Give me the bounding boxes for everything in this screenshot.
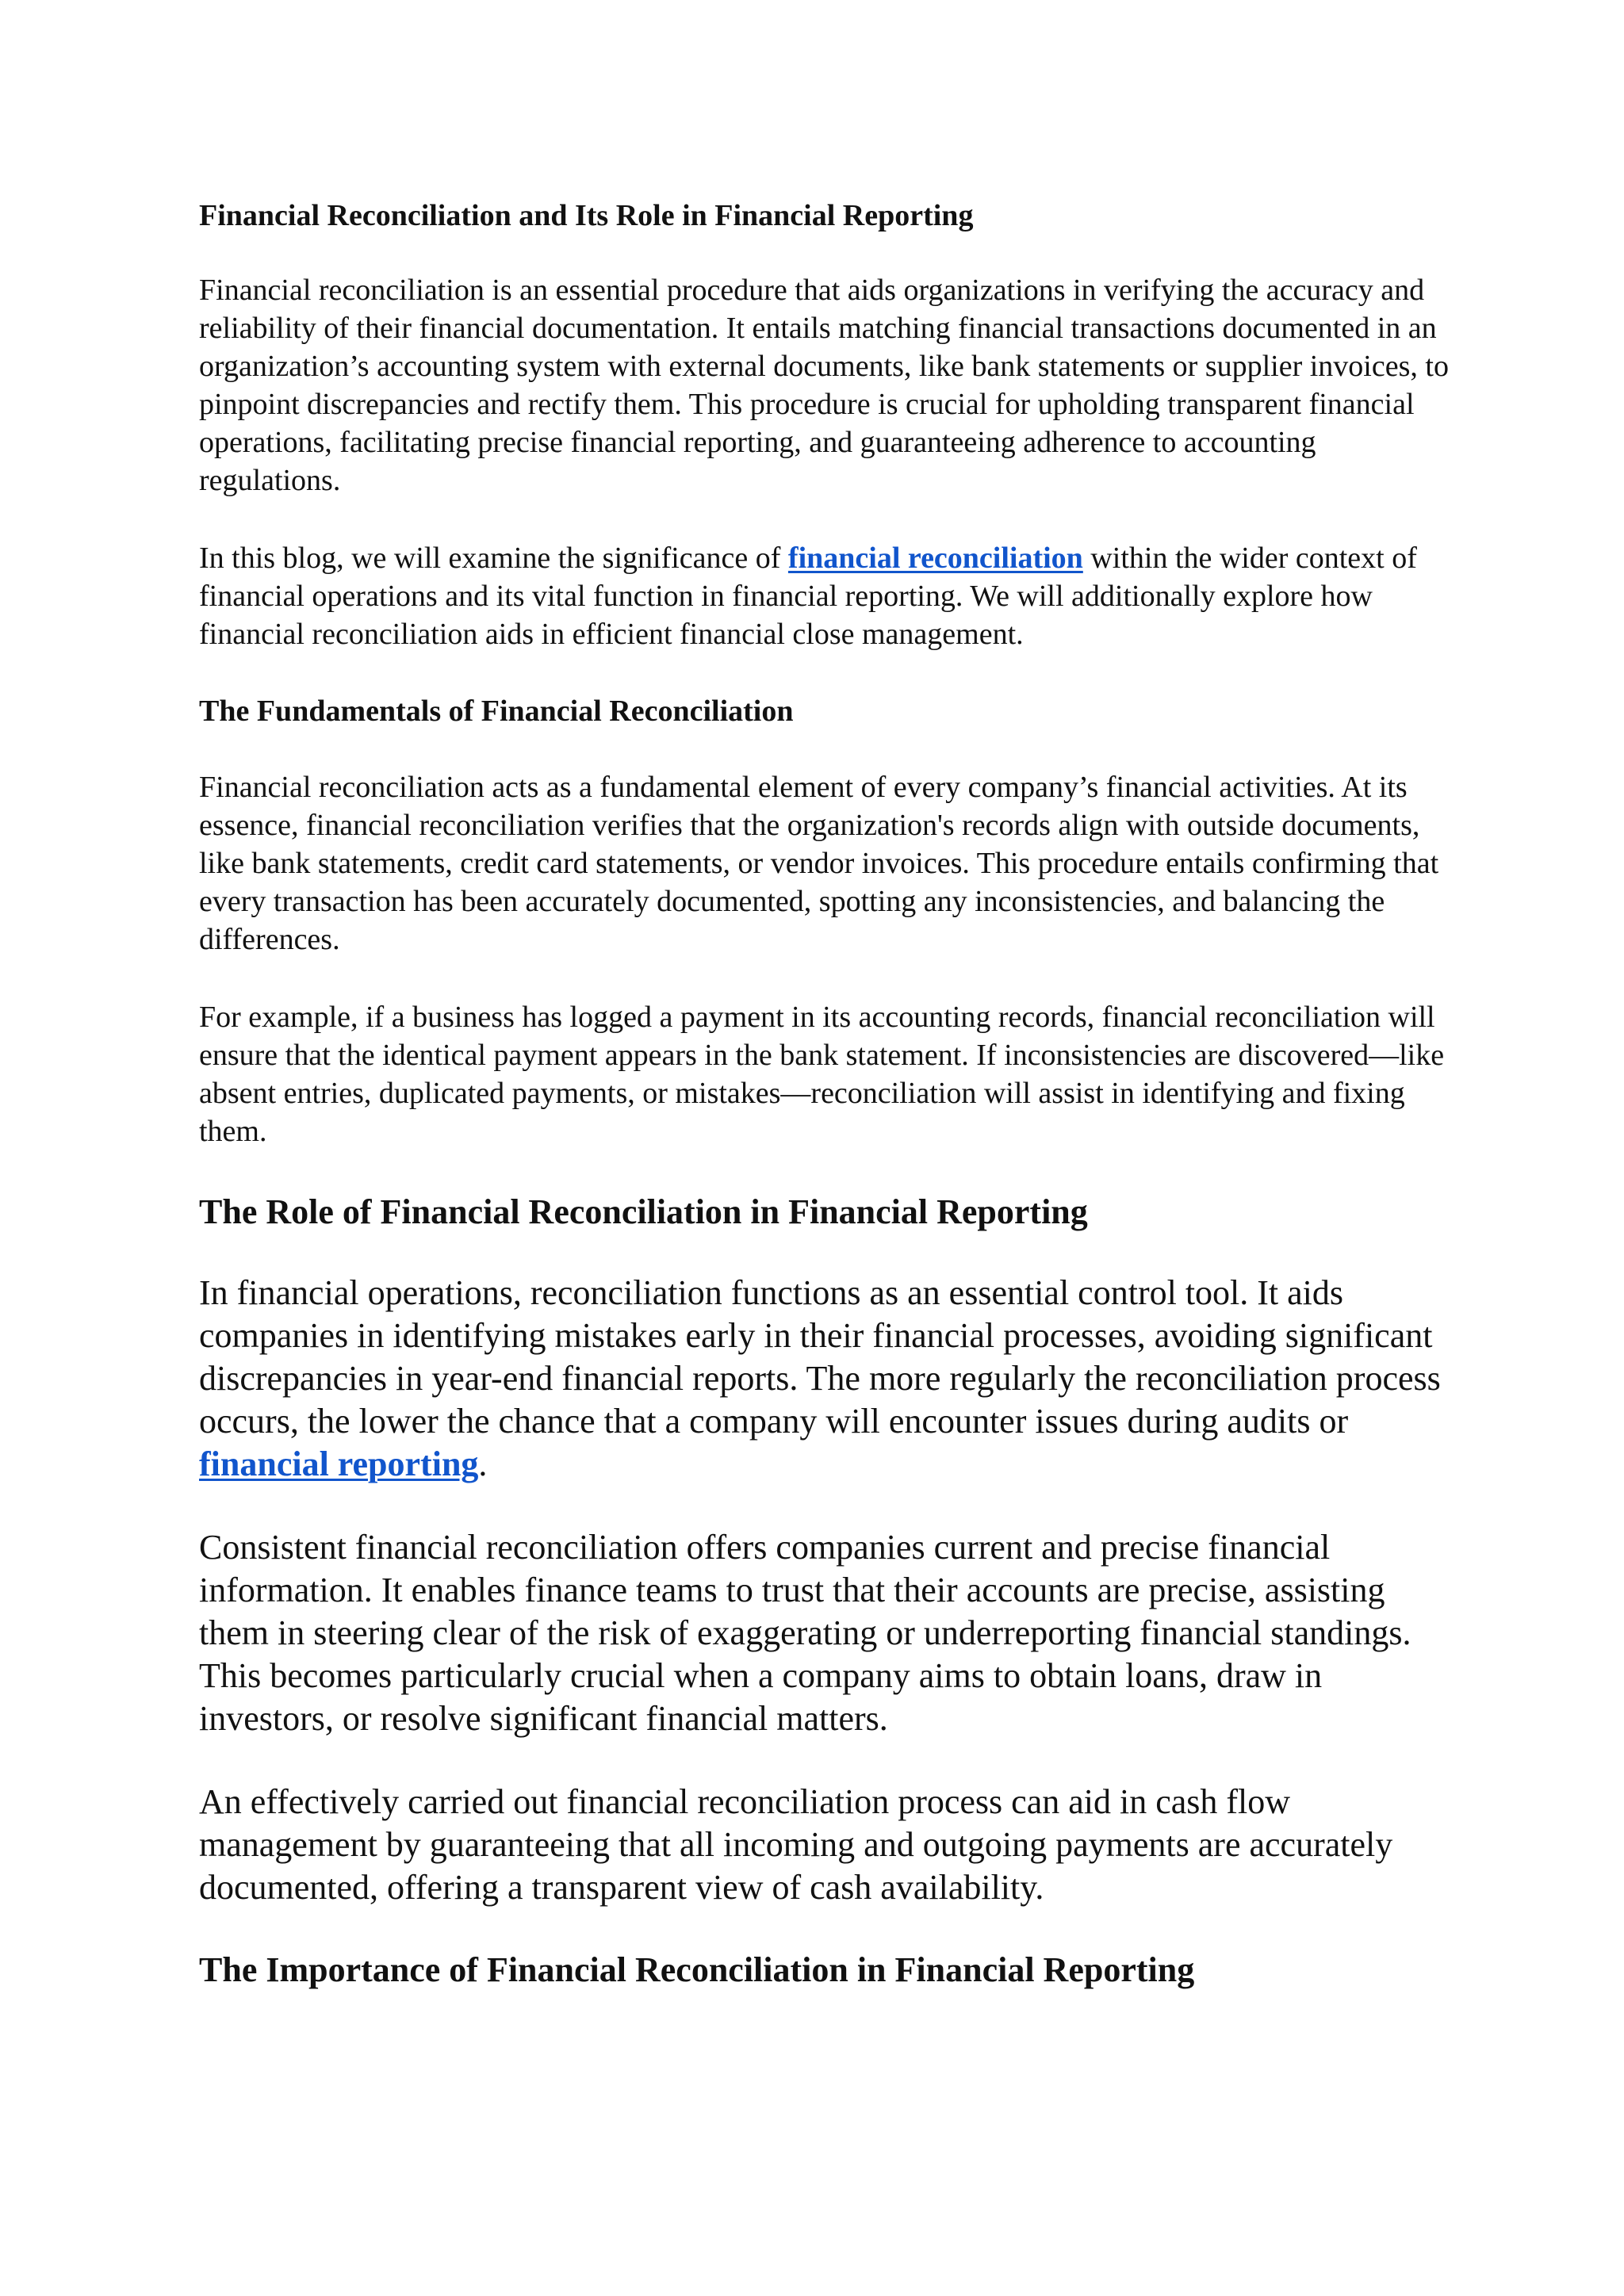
role-paragraph-3: An effectively carried out financial reconciliation process can aid in cash flow management by guaranteeing that all incoming and outgoing payments are accurately documented, offering a transparent view of cash availability. [199, 1782, 1393, 1907]
fundamentals-paragraph-2: For example, if a business has logged a payment in its accounting records, financial reconciliation will ensure that the identical payment appears in the bank statement. If inconsistencies are discovered—like absent entries, duplicated payments, or mistakes—reconciliation will assist in identifying and fixing them. [199, 1001, 1445, 1148]
intro-paragraph-2-text-after-link: within the wider context of financial operations and its vital function in financial reporting. We will additionally explore how financial reconciliation aids in efficient financial close management. [199, 541, 1417, 651]
financial-reporting-link[interactable]: financial reporting [199, 1445, 479, 1483]
role-paragraph-1 [199, 1272, 1452, 1486]
role-paragraph-2: Consistent financial reconciliation offers companies current and precise financial information. It enables finance teams to trust that their accounts are precise, assisting them in steering clear of the risk of exaggerating or underreporting financial standings. This becomes particularly crucial when a company aims to obtain loans, draw in investors, or resolve significant financial matters. [199, 1528, 1411, 1738]
document-body [199, 197, 1452, 1992]
financial-reconciliation-link[interactable]: financial reconciliation [787, 541, 1083, 575]
fundamentals-paragraph-1: Financial reconciliation acts as a fundamental element of every company’s financial activities. At its essence, financial reconciliation verifies that the organization's records align with outside documents, like bank statements, credit card statements, or vendor invoices. This procedure entails confirming that every transaction has been accurately documented, spotting any inconsistencies, and balancing the differences. [199, 771, 1439, 956]
fundamentals-heading: The Fundamentals of Financial Reconciliation [199, 695, 794, 728]
intro-paragraph-1: Financial reconciliation is an essential procedure that aids organizations in verifying the accuracy and reliability of their financial documentation. It entails matching financial transactions documented in an organization’s accounting system with external documents, like bank statements or supplier invoices, to pinpoint discrepancies and rectify them. This procedure is crucial for upholding transparent financial operations, facilitating precise financial reporting, and guaranteeing adherence to accounting regulations. [199, 274, 1449, 497]
role-heading: The Role of Financial Reconciliation in Financial Reporting [199, 1192, 1088, 1231]
intro-paragraph-2-text-before-link: In this blog, we will examine the significance of [199, 541, 788, 575]
role-paragraph-1-text-before-link: In financial operations, reconciliation functions as an essential control tool. It aids companies in identifying mistakes early in their financial processes, avoiding significant discrepancies in year-end financial reports. The more regularly the reconciliation process occurs, the lower the chance that a company will encounter issues during audits or [199, 1273, 1441, 1441]
intro-paragraph-2 [199, 539, 1452, 653]
document-title: Financial Reconciliation and Its Role in Financial Reporting [199, 199, 974, 232]
importance-heading: The Importance of Financial Reconciliation in Financial Reporting [199, 1950, 1195, 1989]
role-paragraph-1-text-after-link: . [478, 1445, 488, 1483]
